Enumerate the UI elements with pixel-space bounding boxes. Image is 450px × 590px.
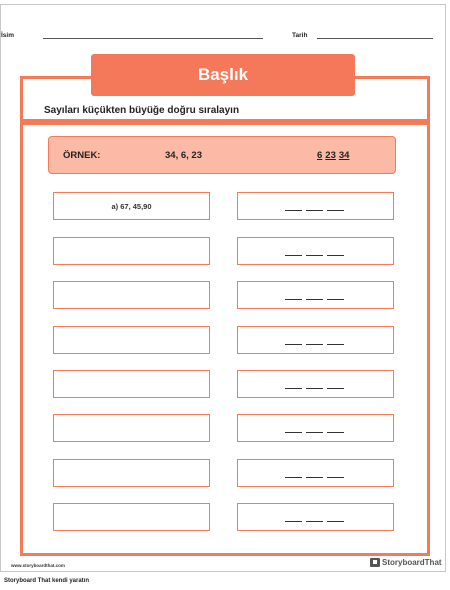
- header-row: [1, 32, 447, 46]
- question-box[interactable]: [53, 281, 210, 309]
- answer-blanks: [285, 388, 344, 389]
- example-box: [48, 136, 396, 174]
- storyboardthat-logo: [370, 558, 442, 567]
- name-line: [43, 38, 263, 39]
- answer-box[interactable]: [237, 326, 394, 354]
- example-answer-item: 6: [317, 150, 323, 161]
- example-numbers: 34, 6, 23: [165, 150, 202, 161]
- exercise-row: [0, 459, 450, 487]
- exercise-row: [0, 281, 450, 309]
- example-answer-item: 23: [325, 150, 336, 161]
- question-box[interactable]: [53, 192, 210, 220]
- answer-box[interactable]: [237, 281, 394, 309]
- example-answer: [317, 150, 349, 161]
- question-box[interactable]: [53, 459, 210, 487]
- question-text: a) 67, 45,90: [111, 201, 152, 211]
- exercise-row: [0, 192, 450, 220]
- answer-blanks: [285, 299, 344, 300]
- answer-blanks: [285, 210, 344, 211]
- exercise-row: [0, 326, 450, 354]
- exercise-row: [0, 370, 450, 398]
- instruction-bar: [20, 119, 430, 125]
- date-line: [317, 38, 433, 39]
- exercise-row: [0, 503, 450, 531]
- answer-blanks: [285, 477, 344, 478]
- logo-icon: [370, 558, 380, 567]
- question-box[interactable]: [53, 237, 210, 265]
- page-title: Başlık: [197, 65, 249, 84]
- example-label: ÖRNEK:: [63, 150, 101, 161]
- question-box[interactable]: [53, 370, 210, 398]
- footer-url: www.storyboardthat.com: [11, 563, 65, 568]
- answer-box[interactable]: [237, 414, 394, 442]
- title-banner: [91, 54, 355, 96]
- example-answer-item: 34: [338, 150, 350, 161]
- credit-link[interactable]: Storyboard That kendi yaratın: [4, 578, 90, 584]
- question-box[interactable]: [53, 326, 210, 354]
- answer-box[interactable]: [237, 370, 394, 398]
- question-box[interactable]: [53, 503, 210, 531]
- answer-blanks: [285, 344, 344, 345]
- answer-box[interactable]: [237, 459, 394, 487]
- date-label: Tarih: [292, 32, 308, 39]
- answer-box[interactable]: [237, 237, 394, 265]
- answer-box[interactable]: [237, 503, 394, 531]
- answer-blanks: [285, 521, 344, 522]
- question-box[interactable]: [53, 414, 210, 442]
- answer-blanks: [285, 432, 344, 433]
- name-label: İsim: [1, 32, 15, 39]
- exercise-row: [0, 414, 450, 442]
- answer-box[interactable]: [237, 192, 394, 220]
- exercise-row: [0, 237, 450, 265]
- instruction-text: Sayıları küçükten büyüğe doğru sıralayın: [44, 105, 240, 116]
- logo-text: StoryboardThat: [382, 558, 442, 567]
- answer-blanks: [285, 255, 344, 256]
